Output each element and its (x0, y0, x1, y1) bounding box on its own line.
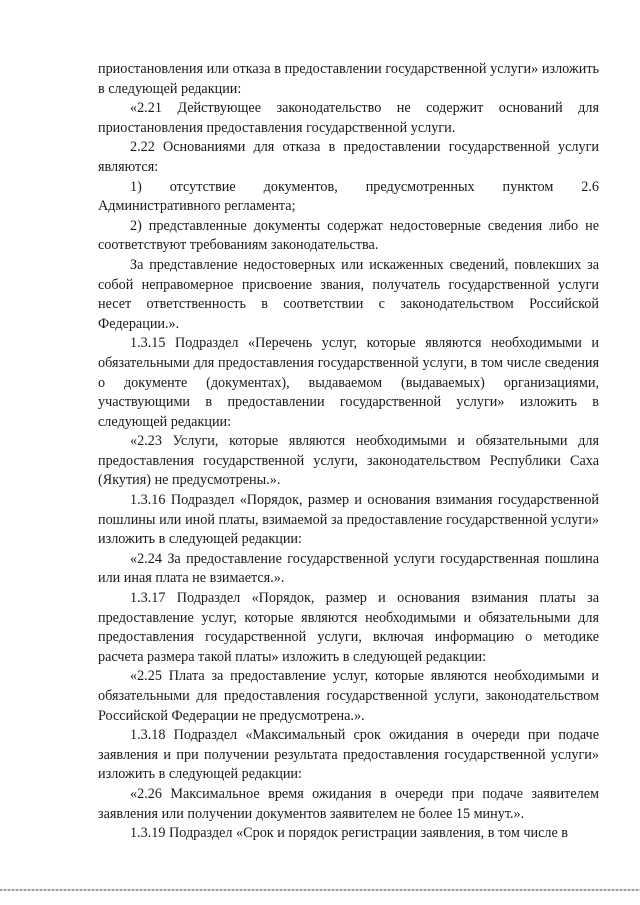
paragraph-2-22: 2.22 Основаниями для отказа в предоставлении государственной услуги являются: (98, 139, 599, 175)
paragraph-2-26: «2.26 Максимальное время ожидания в очереди при подаче заявителем заявления или получении документов заявителем не более 15 минут.». (98, 785, 599, 822)
paragraph-1-3-15: 1.3.15 Подраздел «Перечень услуг, которые являются необходимыми и обязательными для предоставления государственной услуги, в том числе сведения о документе (документах), выдаваемом (выдаваемых) организациями, участвующими в предоставлении государственной услуги» изложить в следующей редакции: (98, 335, 599, 430)
paragraph-2-24: «2.24 За предоставление государственной услуги государственная пошлина или иная плата не взимается.». (98, 550, 599, 587)
list-item-1: 1) отсутствие документов, предусмотренных пунктом 2.6 Административного регламента; (98, 178, 599, 215)
scan-edge-line (0, 889, 640, 891)
paragraph-liability: За представление недостоверных или искаженных сведений, повлекших за собой неправомерное присвоение звания, получатель государственной услуги несет ответственность в соответствии с законодательством Российской Федерации.». (98, 256, 599, 332)
paragraph-continuation: приостановления или отказа в предоставлении государственной услуги» изложить в следующей редакции: (98, 61, 599, 97)
list-item-2: 2) представленные документы содержат недостоверные сведения либо не соответствуют требованиям законодательства. (98, 217, 599, 254)
paragraph-1-3-16: 1.3.16 Подраздел «Порядок, размер и основания взимания государственной пошлины или иной платы, взимаемой за предоставление государственной услуги» изложить в следующей редакции: (98, 492, 599, 548)
document-body (98, 60, 599, 844)
paragraph-2-21: «2.21 Действующее законодательство не содержит оснований для приостановления предоставления государственной услуги. (98, 100, 599, 136)
paragraph-1-3-17: 1.3.17 Подраздел «Порядок, размер и основания взимания платы за предоставление услуг, которые являются необходимыми и обязательными для предоставления государственной услуги, включая информацию о методике расчета размера такой платы» изложить в следующей редакции: (98, 590, 599, 665)
paragraph-1-3-19: 1.3.19 Подраздел «Срок и порядок регистрации заявления, в том числе в (130, 825, 568, 842)
paragraph-2-23: «2.23 Услуги, которые являются необходимыми и обязательными для предоставления государственной услуги, законодательством Республики Саха (Якутия) не предусмотрены.». (98, 433, 599, 489)
paragraph-1-3-18: 1.3.18 Подраздел «Максимальный срок ожидания в очереди при подаче заявления и при получении результата предоставления государственной услуги» изложить в следующей редакции: (98, 727, 599, 783)
paragraph-2-25: «2.25 Плата за предоставление услуг, которые являются необходимыми и обязательными для предоставления государственной услуги, законодательством Российской Федерации не предусмотрена.». (98, 668, 599, 724)
